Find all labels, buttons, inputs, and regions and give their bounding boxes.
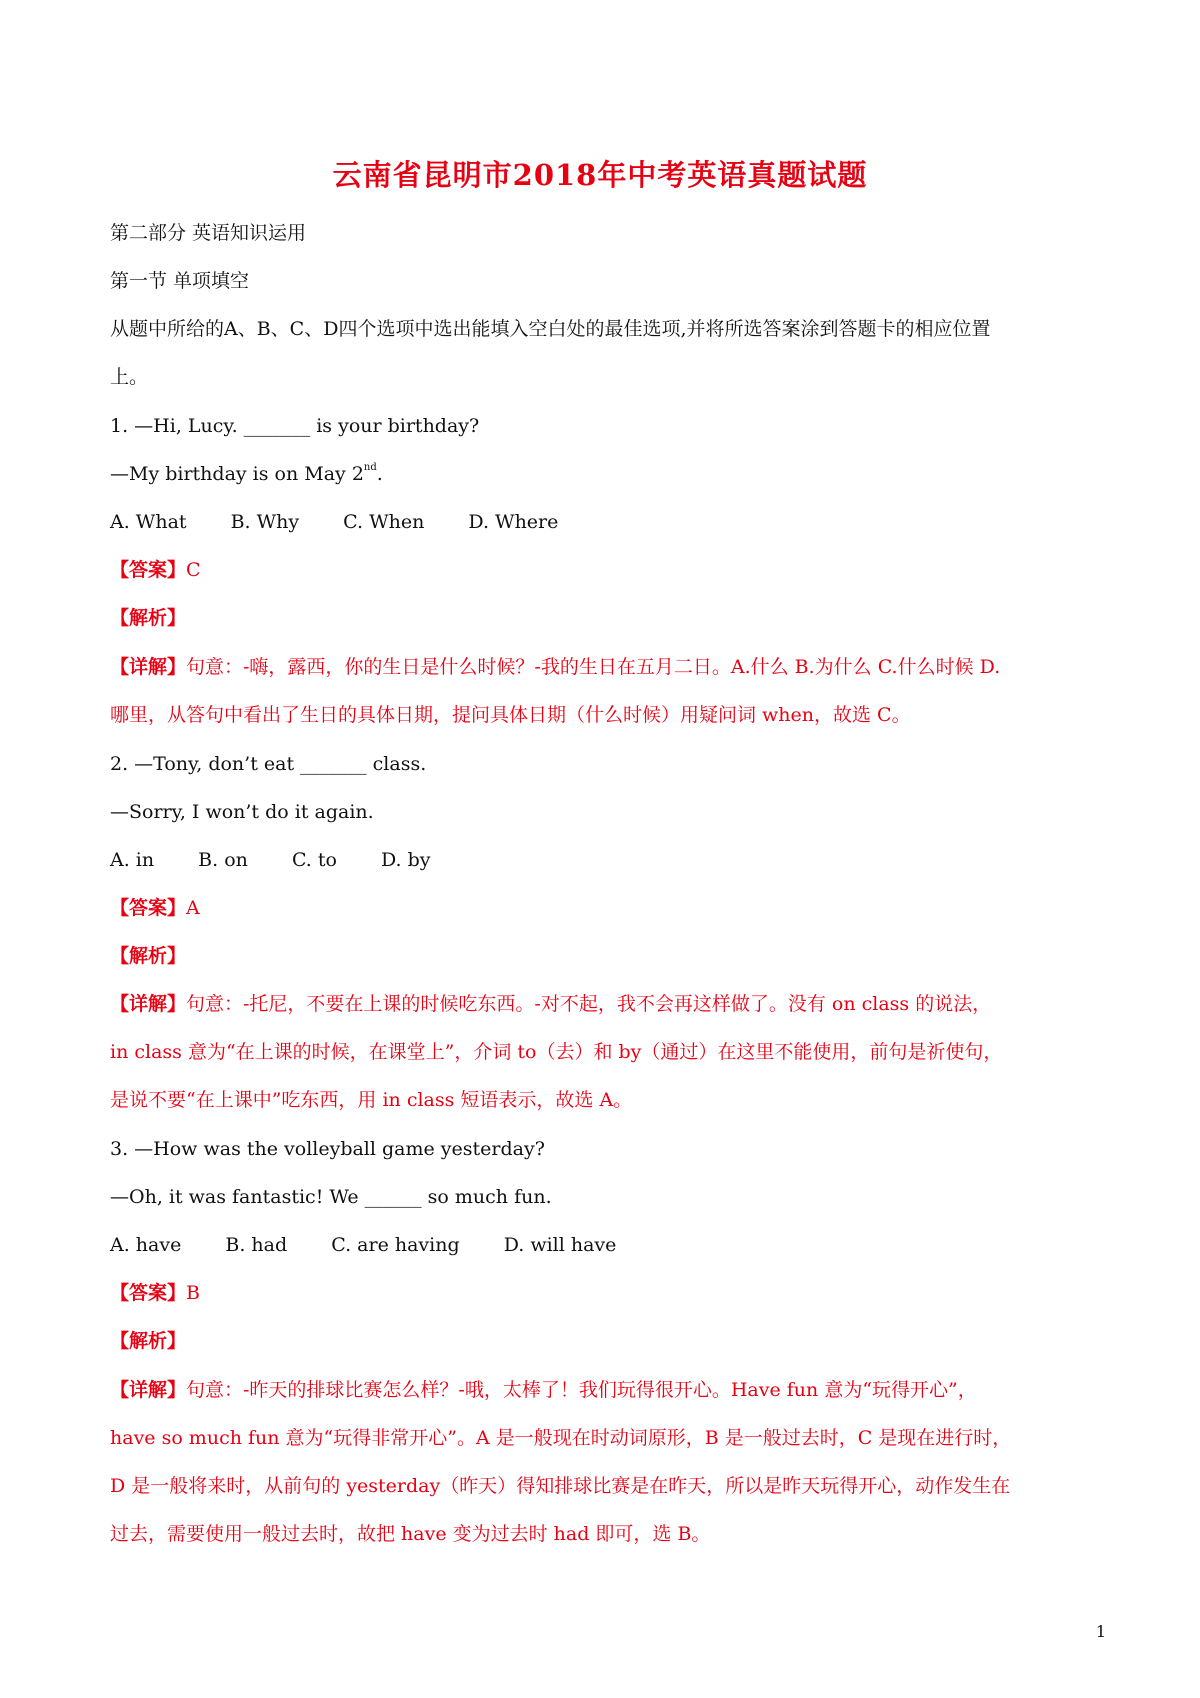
page-title: 云南省昆明市2018年中考英语真题试题 — [332, 158, 868, 192]
question-1-analysis-label: 【解析】 — [110, 607, 187, 629]
detail-label: 【详解】 — [110, 993, 187, 1015]
question-1-detail-text-1: 句意：-嗨，露西，你的生日是什么时候？-我的生日在五月二日。A.什么 B.为什么 C.什么时候 D. — [186, 656, 1001, 678]
question-3-reply: —Oh, it was fantastic! We ______ so much fun. — [110, 1186, 552, 1208]
question-2-option-d: D. by — [381, 849, 431, 871]
question-2-detail-text-1: 句意：-托尼，不要在上课的时候吃东西。-对不起，我不会再这样做了。没有 on class 的说法， — [186, 993, 992, 1015]
question-3-detail-line-3: D 是一般将来时，从前句的 yesterday（昨天）得知排球比赛是在昨天，所以是昨天玩得开心，动作发生在 — [110, 1475, 1011, 1497]
question-1-answer — [110, 557, 1090, 583]
question-2-analysis-label: 【解析】 — [110, 945, 187, 967]
question-1-options — [110, 509, 1090, 535]
instruction-line-2: 上。 — [110, 366, 149, 388]
question-2-answer-value: A — [186, 897, 200, 919]
question-2-option-b: B. on — [198, 849, 248, 871]
question-1-reply-tail: . — [376, 463, 383, 485]
question-3-detail-line-1 — [110, 1377, 1090, 1403]
part-heading: 第二部分 英语知识运用 — [110, 222, 307, 244]
question-3-option-d: D. will have — [503, 1234, 617, 1256]
question-3-option-c: C. are having — [331, 1234, 460, 1256]
question-1-answer-value: C — [186, 559, 201, 581]
question-1-detail-line-1 — [110, 654, 1090, 680]
question-3-detail-text-1: 句意：-昨天的排球比赛怎么样？-哦，太棒了！我们玩得很开心。Have fun 意为“玩得开心”， — [186, 1379, 977, 1401]
question-3-detail-line-2: have so much fun 意为“玩得非常开心”。A 是一般现在时动词原形，B 是一般过去时，C 是现在进行时， — [110, 1427, 1012, 1449]
question-2-text: 2. —Tony, don’t eat _______ class. — [110, 753, 427, 775]
question-1-reply — [110, 461, 1090, 487]
question-3-options — [110, 1232, 1090, 1258]
question-1-text: 1. —Hi, Lucy. _______ is your birthday? — [110, 415, 480, 437]
question-2-answer — [110, 895, 1090, 921]
question-1-reply-text: —My birthday is on May 2 — [110, 463, 364, 485]
section-heading: 第一节 单项填空 — [110, 270, 250, 292]
question-2-detail-line-1 — [110, 991, 1090, 1017]
question-1-detail-line-2: 哪里，从答句中看出了生日的具体日期，提问具体日期（什么时候）用疑问词 when，故选 C。 — [110, 704, 911, 726]
answer-label: 【答案】 — [110, 897, 187, 919]
question-3-detail-line-4: 过去，需要使用一般过去时，故把 have 变为过去时 had 即可，选 B。 — [110, 1523, 711, 1545]
instruction-line-1: 从题中所给的A、B、C、D四个选项中选出能填入空白处的最佳选项,并将所选答案涂到答题卡的相应位置 — [110, 318, 991, 340]
detail-label: 【详解】 — [110, 1379, 187, 1401]
question-3-analysis-label: 【解析】 — [110, 1330, 187, 1352]
detail-label: 【详解】 — [110, 656, 187, 678]
question-3-answer — [110, 1280, 1090, 1306]
question-3-text: 3. —How was the volleyball game yesterday? — [110, 1138, 545, 1160]
question-3-option-b: B. had — [225, 1234, 288, 1256]
question-1-option-c: C. When — [343, 511, 425, 533]
question-1-option-d: D. Where — [468, 511, 559, 533]
question-3-option-a: A. have — [110, 1234, 182, 1256]
question-3-answer-value: B — [186, 1282, 200, 1304]
question-2-reply: —Sorry, I won’t do it again. — [110, 801, 374, 823]
question-2-options — [110, 847, 1090, 873]
question-2-option-a: A. in — [110, 849, 155, 871]
answer-label: 【答案】 — [110, 1282, 187, 1304]
question-2-detail-line-3: 是说不要“在上课中”吃东西，用 in class 短语表示，故选 A。 — [110, 1089, 633, 1111]
page-number: 1 — [1095, 1622, 1106, 1641]
question-2-detail-line-2: in class 意为“在上课的时候，在课堂上”，介词 to（去）和 by（通过）在这里不能使用，前句是祈使句， — [110, 1041, 1003, 1063]
answer-label: 【答案】 — [110, 559, 187, 581]
question-1-option-a: A. What — [110, 511, 187, 533]
question-1-reply-superscript: nd — [363, 462, 377, 473]
question-1-option-b: B. Why — [230, 511, 300, 533]
question-2-option-c: C. to — [291, 849, 337, 871]
